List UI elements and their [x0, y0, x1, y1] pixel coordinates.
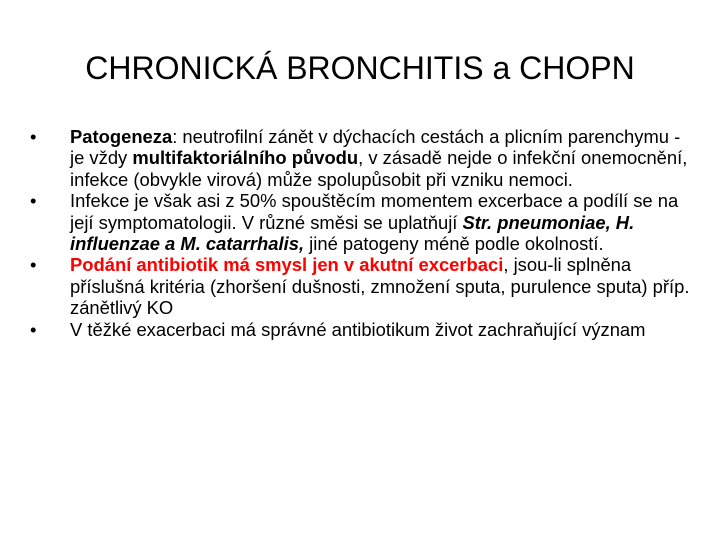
multifactorial-origin-text: multifaktoriálního původu [132, 147, 359, 169]
bullet-marker: • [30, 254, 37, 276]
bullet-item-pathogenesis [30, 126, 690, 190]
slide-title: CHRONICKÁ BRONCHITIS a CHOPN [85, 50, 635, 86]
bullet-text: , v zásadě nejde o infekční onemocnění, infekce (obvykle virová) může spolupůsobit při vzniku nemoci. [70, 147, 688, 190]
bullet-item-infection [30, 190, 690, 254]
bullet-text: Infekce je však asi z 50% spouštěcím momentem excerbace a podílí se na její symptomatologii. V různé směsi se uplatňují [70, 190, 679, 233]
pathogen-names: Str. pneumoniae, H. influenzae a M. catarrhalis, [70, 211, 635, 255]
bullet-text: V těžké exacerbaci má správné antibiotikum život zachraňující význam [70, 318, 646, 340]
bullet-text: , jsou-li splněna příslušná kritéria (zhoršení dušnosti, zmnožení sputa, purulence sputa) příp. zánětlivý KO [70, 254, 690, 319]
bullet-item-antibiotics [30, 254, 690, 318]
bullet-marker: • [30, 318, 37, 340]
bullet-text: jiné patogeny méně podle okolností. [304, 233, 604, 255]
pathogenesis-term: Patogeneza [70, 126, 173, 147]
bullet-list [30, 126, 690, 340]
bullet-marker: • [30, 190, 37, 212]
bullet-marker: • [30, 126, 37, 147]
antibiotics-emphasis: Podání antibiotik má smysl jen v akutní excerbaci [70, 254, 504, 276]
bullet-text: : neutrofilní zánět v dýchacích cestách a plicním parenchymu - je vždy [70, 126, 681, 169]
bullet-item-severe-exacerbation [30, 319, 690, 340]
